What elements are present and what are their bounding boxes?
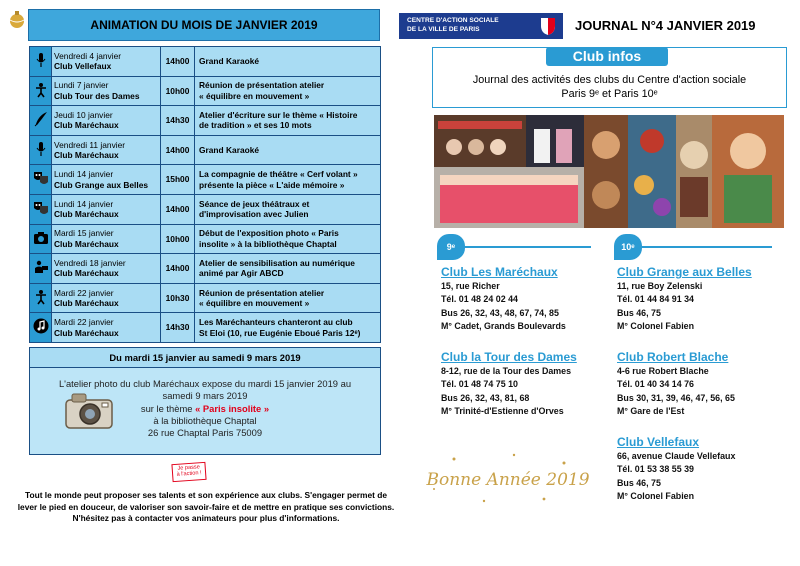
event-time: 14h30 [161, 313, 195, 343]
event-date: Lundi 14 janvier Club Grange aux Belles [52, 165, 161, 195]
club-title[interactable]: Club Les Maréchaux [441, 265, 558, 279]
event-time: 14h00 [161, 135, 195, 165]
schedule-row [30, 106, 381, 136]
greeting-text: Bonne Année 2019 [426, 470, 590, 490]
month-title: ANIMATION DU MOIS DE JANVIER 2019 [28, 9, 380, 41]
event-time: 14h00 [161, 254, 195, 284]
action-sticker: Je passe à l'action ! [171, 462, 206, 482]
divider [642, 246, 772, 248]
event-date: Mardi 22 janvier Club Maréchaux [52, 313, 161, 343]
event-date: Lundi 7 janvier Club Tour des Dames [52, 76, 161, 106]
camera-illustration [62, 388, 118, 432]
theater-masks-icon [30, 165, 52, 195]
club-infos-box [432, 47, 787, 108]
schedule-row [30, 313, 381, 343]
event-time: 10h00 [161, 224, 195, 254]
event-date: Lundi 14 janvier Club Maréchaux [52, 194, 161, 224]
event-time: 15h00 [161, 165, 195, 195]
event-time: 14h30 [161, 106, 195, 136]
club-marechaux: Club Les Maréchaux 15, rue Richer Tél. 01 48 24 02 44 Bus 26, 32, 43, 48, 67, 74, 85 M° Cadet, Grands Boulevards [441, 265, 566, 331]
camera-icon [30, 224, 52, 254]
event-activity: La compagnie de théâtre « Cerf volant » présente la pièce « L'aide mémoire » [195, 165, 381, 195]
event-activity: Grand Karaoké [195, 135, 381, 165]
event-date: Mardi 22 janvier Club Maréchaux [52, 283, 161, 313]
event-date: Vendredi 18 janvier Club Maréchaux [52, 254, 161, 284]
schedule-row [30, 254, 381, 284]
event-activity: Atelier de sensibilisation au numérique animé par Agir ABCD [195, 254, 381, 284]
club-title[interactable]: Club Grange aux Belles [617, 265, 752, 279]
quill-icon [30, 106, 52, 136]
event-activity: Les Maréchanteurs chanteront au club St Eloi (10, rue Eugénie Eboué Paris 12ᵉ) [195, 313, 381, 343]
event-activity: Réunion de présentation atelier « équilibre en mouvement » [195, 283, 381, 313]
event-time: 14h00 [161, 194, 195, 224]
journal-title: JOURNAL N°4 JANVIER 2019 [575, 18, 756, 33]
event-time: 10h00 [161, 76, 195, 106]
club-robert-blache: Club Robert Blache 4-6 rue Robert Blache Tél. 01 40 34 14 76 Bus 30, 31, 39, 46, 47, 56, 65 M° Gare de l'Est [617, 350, 735, 416]
theater-masks-icon [30, 194, 52, 224]
event-date: Vendredi 4 janvier Club Vellefaux [52, 47, 161, 77]
event-date: Jeudi 10 janvier Club Maréchaux [52, 106, 161, 136]
badge-10e: 10ᵉ [614, 234, 642, 260]
schedule-row [30, 224, 381, 254]
schedule-row [30, 135, 381, 165]
badge-9e: 9ᵉ [437, 234, 465, 260]
club-infos-subtitle: Journal des activités des clubs du Centre d'action sociale Paris 9ᵉ et Paris 10ᵉ [472, 74, 747, 100]
event-time: 14h00 [161, 47, 195, 77]
exercise-icon [30, 283, 52, 313]
schedule-table [29, 46, 381, 343]
microphone-icon [30, 135, 52, 165]
event-activity: Début de l'exposition photo « Paris insolite » à la bibliothèque Chaptal [195, 224, 381, 254]
event-activity: Atelier d'écriture sur le thème « Histoire de tradition » et ses 10 mots [195, 106, 381, 136]
expo-title: Du mardi 15 janvier au samedi 9 mars 2019 [30, 348, 380, 368]
event-activity: Séance de jeux théâtraux et d'improvisation avec Julien [195, 194, 381, 224]
club-title[interactable]: Club Vellefaux [617, 435, 700, 449]
divider [464, 246, 591, 248]
club-infos-header: Club infos [546, 47, 668, 66]
event-activity: Grand Karaoké [195, 47, 381, 77]
club-title[interactable]: Club la Tour des Dames [441, 350, 577, 364]
event-date: Mardi 15 janvier Club Maréchaux [52, 224, 161, 254]
event-date: Vendredi 11 janvier Club Maréchaux [52, 135, 161, 165]
club-title[interactable]: Club Robert Blache [617, 350, 729, 364]
photo-collage [434, 115, 784, 228]
christmas-ornament-icon [6, 8, 28, 30]
club-grange-aux-belles: Club Grange aux Belles 11, rue Boy Zelenski Tél. 01 44 84 91 34 Bus 46, 75 M° Colonel Fabien [617, 265, 752, 331]
schedule-row [30, 194, 381, 224]
schedule-row [30, 283, 381, 313]
exercise-icon [30, 76, 52, 106]
person-computer-icon [30, 254, 52, 284]
expo-text: L'atelier photo du club Maréchaux expose du mardi 15 janvier 2019 au samedi 9 mars 2019 sur le thème « Paris insolite » à la bibliothèque Chaptal 26 rue Chaptal Paris 75009 [58, 378, 352, 439]
schedule-row [30, 47, 381, 77]
schedule-row [30, 76, 381, 106]
event-time: 10h30 [161, 283, 195, 313]
music-note-icon [30, 313, 52, 343]
footer-text: Tout le monde peut proposer ses talents et son expérience aux clubs. S'engager permet de lever le pied en douceur, de valoriser son savoir-faire et de mettre en pratique ses convictions. N'hésitez pas à contacter vos animateurs pour plus d'informations. [17, 490, 395, 523]
microphone-icon [30, 47, 52, 77]
event-activity: Réunion de présentation atelier « équilibre en mouvement » [195, 76, 381, 106]
club-tour-des-dames: Club la Tour des Dames 8-12, rue de la Tour des Dames Tél. 01 48 74 75 10 Bus 26, 32, 43, 81, 68 M° Trinité-d'Estienne d'Orves [441, 350, 577, 416]
schedule-row [30, 165, 381, 195]
bonne-annee-greeting [424, 449, 592, 509]
republique-logo-icon [537, 16, 559, 36]
club-vellefaux: Club Vellefaux 66, avenue Claude Vellefaux Tél. 01 53 38 55 39 Bus 46, 75 M° Colonel Fabien [617, 435, 736, 501]
cas-logo: CENTRE D'ACTION SOCIALE DE LA VILLE DE PARIS [399, 13, 563, 39]
